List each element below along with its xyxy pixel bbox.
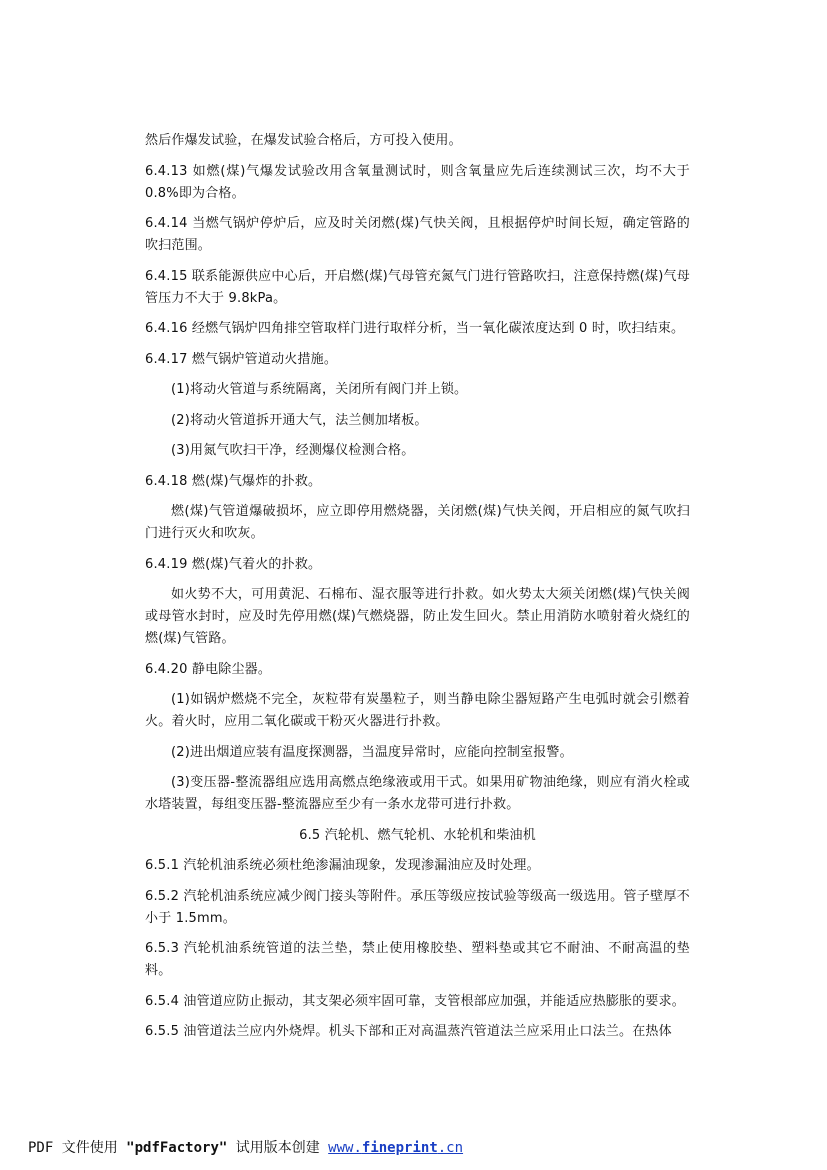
paragraph: 6.5.1 汽轮机油系统必须杜绝渗漏油现象，发现渗漏油应及时处理。 (145, 858, 540, 873)
section-heading: 6.5 汽轮机、燃气轮机、水轮机和柴油机 (299, 827, 536, 843)
paragraph: (2)进出烟道应装有温度探测器，当温度异常时，应能向控制室报警。 (171, 744, 573, 760)
footer-product: "pdfFactory" (126, 1140, 228, 1156)
paragraph: 6.5.2 汽轮机油系统应减少阀门接头等附件。承压等级应按试验等级高一级选用。管子壁厚不小于 1.5mm。 (145, 888, 690, 926)
paragraph: 6.4.17 燃气锅炉管道动火措施。 (145, 351, 338, 367)
paragraph: 6.5.3 汽轮机油系统管道的法兰垫，禁止使用橡胶垫、塑料垫或其它不耐油、不耐高温的垫料。 (145, 941, 690, 978)
paragraph: 燃(煤)气管道爆破损坏，应立即停用燃烧器，关闭燃(煤)气快关阀，开启相应的氮气吹扫门进行灭火和吹灰。 (145, 504, 690, 541)
paragraph: (2)将动火管道拆开通大气，法兰侧加堵板。 (171, 412, 428, 428)
paragraph: 6.5.4 油管道应防止振动，其支架必须牢固可靠，支管根部应加强，并能适应热膨胀的要求。 (145, 993, 686, 1009)
paragraph: 6.4.14 当燃气锅炉停炉后，应及时关闭燃(煤)气快关阀，且根据停炉时间长短，确定管路的吹扫范围。 (145, 216, 690, 253)
document-body (145, 130, 690, 1052)
paragraph: 6.4.18 燃(煤)气爆炸的扑救。 (145, 473, 322, 489)
paragraph: 如火势不大，可用黄泥、石棉布、湿衣服等进行扑救。如火势太大须关闭燃(煤)气快关阀或母管水封时，应及时先停用燃(煤)气燃烧器，防止发生回火。禁止用消防水喷射着火烧红的燃(煤)气管路。 (145, 587, 690, 646)
paragraph: (1)将动火管道与系统隔离，关闭所有阀门并上锁。 (171, 382, 468, 397)
footer-middle: 试用版本创建 (227, 1140, 329, 1156)
paragraph: 6.4.16 经燃气锅炉四角排空管取样门进行取样分析，当一氧化碳浓度达到 0 时，吹扫结束。 (145, 321, 685, 336)
paragraph: (1)如锅炉燃烧不完全，灰粒带有炭墨粒子，则当静电除尘器短路产生电弧时就会引燃着火。着火时，应用二氧化碳或干粉灭火器进行扑救。 (145, 692, 690, 729)
paragraph: (3)变压器-整流器组应选用高燃点绝缘液或用干式。如果用矿物油绝缘，则应有消火栓或水塔装置，每组变压器-整流器应至少有一条水龙带可进行扑救。 (145, 775, 690, 812)
paragraph: 6.4.13 如燃(煤)气爆发试验改用含氧量测试时，则含氧量应先后连续测试三次，均不大于0.8%即为合格。 (145, 163, 690, 201)
footer-prefix: PDF 文件使用 (28, 1140, 127, 1156)
paragraph: 6.5.5 油管道法兰应内外烧焊。机头下部和正对高温蒸汽管道法兰应采用止口法兰。在热体 (145, 1024, 672, 1039)
paragraph: 6.4.15 联系能源供应中心后，开启燃(煤)气母管充氮气门进行管路吹扫，注意保持燃(煤)气母管压力不大于 9.8kPa。 (145, 268, 690, 306)
paragraph: 6.4.20 静电除尘器。 (145, 661, 272, 677)
paragraph: (3)用氮气吹扫干净，经测爆仪检测合格。 (171, 443, 415, 458)
paragraph: 然后作爆发试验，在爆发试验合格后，方可投入使用。 (145, 133, 462, 148)
footer-link[interactable]: www.fineprint.cn (328, 1140, 464, 1156)
paragraph: 6.4.19 燃(煤)气着火的扑救。 (145, 556, 322, 572)
pdf-footer (28, 1137, 463, 1157)
